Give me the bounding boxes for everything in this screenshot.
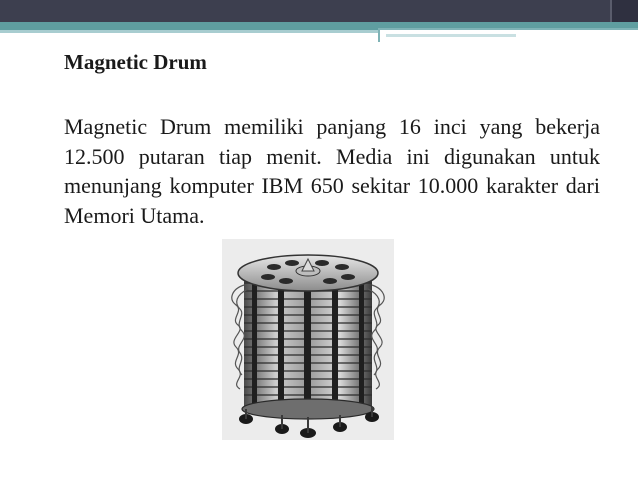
- header-accent-line: [0, 30, 378, 33]
- slide-paragraph: Magnetic Drum memiliki panjang 16 inci yang bekerja 12.500 putaran tiap menit. Media ini digunakan untuk menunjang komputer IBM 650 sekitar 10.000 karakter dari Memori Utama.: [64, 114, 600, 228]
- header-corner-block: [610, 0, 638, 22]
- slide-title: Magnetic Drum: [64, 50, 207, 74]
- magnetic-drum-photo: [222, 239, 394, 440]
- header-accent-tab-line: [386, 34, 516, 37]
- header-bar: [0, 0, 638, 22]
- header-accent-tab: [378, 28, 638, 42]
